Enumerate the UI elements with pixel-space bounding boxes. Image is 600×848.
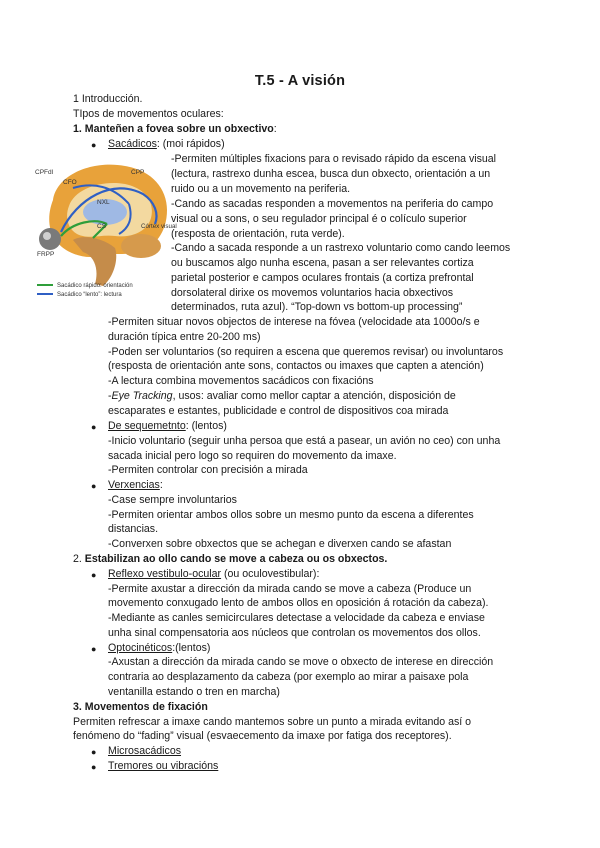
optocineticos-line: contraria ao desplazamento da cabeza (por exemplo ao mirar a paisaxe pola — [108, 671, 469, 683]
bullet-icon: ● — [91, 644, 97, 654]
page-title: T.5 - A visión — [254, 73, 346, 89]
brain-diagram-svg — [33, 148, 177, 306]
legend-green-label: Sacádico rápido: orientación — [57, 283, 133, 289]
sacadicos-line: (resposta de orientación ante sons, contactos ou imaxes que capten a atención) — [108, 360, 484, 372]
optocineticos-line: ventanilla estando o tren en marcha) — [108, 686, 280, 698]
intro-line: 1 Introducción. — [73, 93, 143, 105]
verxencias-line: -Case sempre involuntarios — [108, 494, 237, 506]
section-2-heading: 2. Estabilizan ao ollo cando se move a cabeza ou os obxectos. — [73, 553, 388, 565]
cerebellum-shape — [121, 234, 161, 258]
sacadicos-line: parietal posterior e campos oculares frontais (a cortiza prefrontal — [171, 272, 474, 284]
section-3-line: Permiten refrescar a imaxe cando mantemos sobre un punto a mirada evitando así o — [73, 716, 472, 728]
sacadicos-line: -Permiten múltiples fixacions para o revisado rápido da escena visual — [171, 153, 497, 165]
optocineticos-line: -Axustan a dirección da mirada cando se move o obxecto de interese en dirección — [108, 656, 494, 668]
eye-highlight — [43, 232, 51, 240]
brain-diagram — [33, 148, 177, 306]
sacadicos-line: (lectura, rastrexo dunha escea, busca dun obxecto, orientación a un — [171, 168, 491, 180]
verxencias-line: distancias. — [108, 523, 159, 535]
sacadicos-line: ou buscamos algo nunha escena, pasan a ser relevantes cortiza — [171, 257, 474, 269]
sacadicos-line: -Permiten situar novos objectos de interese na fóvea (velocidade ata 1000o/s e — [108, 316, 480, 328]
label-frpp: FRPP — [37, 251, 55, 258]
bullet-icon: ● — [91, 422, 97, 432]
label-nxl: NXL — [97, 199, 110, 206]
seguemento-line: -Inicio voluntario (seguir unha persoa que está a pasear, un avión no ceo) con unha — [108, 435, 501, 447]
vestibulo-line: movemento conxugado lento de ambos ollos en oposición á rotación da cabeza). — [108, 597, 489, 609]
verxencias-line: -Permiten orientar ambos ollos sobre un mesmo punto da escena a diferentes — [108, 509, 474, 521]
brainstem-shape — [73, 237, 116, 286]
sacadicos-line: determinados, ruta azul). “Top-down vs bottom-up processing” — [171, 301, 463, 313]
seguemento-label: De sequemetnto — [108, 420, 186, 432]
sacadicos-line: ruido ou a un movemento na periferia. — [171, 183, 351, 195]
eye-icon — [39, 228, 61, 250]
verxencias-heading: Verxencias: — [108, 479, 163, 491]
seguemento-heading: De sequemetnto: (lentos) — [108, 420, 227, 432]
bullet-icon: ● — [91, 570, 97, 580]
seguemento-line: sacada inicial pero logo so requiren do movemento da imaxe. — [108, 450, 397, 462]
section-3-line: fenómeno do “fading” visual (esvaecemento da imaxe por fatiga dos receptores). — [73, 730, 452, 742]
legend-blue-label: Sacádico “lento”: lectura — [57, 292, 122, 298]
sacadicos-line: -Cando a sacada responde a un rastrexo voluntario como cando leemos — [171, 242, 511, 254]
sacadicos-label: Sacádicos — [108, 138, 157, 150]
bullet-icon: ● — [91, 762, 97, 772]
sacadicos-heading: Sacádicos: (moi rápidos) — [108, 138, 225, 150]
bullet-icon: ● — [91, 481, 97, 491]
eye-tracking-line: -Eye Tracking, usos: avaliar como mellor captar a atención, disposición de — [108, 390, 456, 402]
sacadicos-line: visual ou a sons, o seu regulador principal é o colículo superior — [171, 213, 467, 225]
vestibulo-heading: Reflexo vestibulo-ocular (ou oculovestibular): — [108, 568, 320, 580]
vestibulo-line: unha sinal compensatoria aos núcleos que controlan os movementos dos ollos. — [108, 627, 481, 639]
seguemento-line: -Permiten controlar con precisión a mirada — [108, 464, 308, 476]
sacadicos-line: escaparates e estantes, publicidade e control de dispositivos coa mirada — [108, 405, 449, 417]
optocineticos-heading: Optocinéticos:(lentos) — [108, 642, 211, 654]
vestibulo-line: -Mediante as canles semicirculares detectase a velocidade da cabeza e enviase — [108, 612, 485, 624]
types-line: TIpos de movementos oculares: — [73, 108, 224, 120]
label-cortex-visual: Córtex visual — [141, 223, 177, 230]
verxencias-label: Verxencias — [108, 479, 160, 491]
list-item-tremores: Tremores ou vibracións — [108, 760, 219, 772]
vestibulo-line: -Permite axustar a dirección da mirada cando se move a cabeza (Produce un — [108, 583, 472, 595]
sacadicos-line: -Poden ser voluntarios (so requiren a escena que queremos revisar) ou involuntaros — [108, 346, 504, 358]
vestibulo-label: Reflexo vestibulo-ocular — [108, 568, 222, 580]
label-cpp: CPP — [131, 169, 145, 176]
sacadicos-line: -Cando as sacadas responden a movementos na periferia do campo — [171, 198, 494, 210]
label-cs: CS — [97, 223, 107, 230]
label-cpfdl: CPFdl — [35, 169, 54, 176]
bullet-icon: ● — [91, 747, 97, 757]
sacadicos-line: (resposta de orientación, ruta verde). — [171, 228, 345, 240]
verxencias-line: -Converxen sobre obxectos que se achegan e diverxen cando se afastan — [108, 538, 452, 550]
list-item-microsacadicos: Microsacádicos — [108, 745, 182, 757]
label-cfo: CFO — [63, 179, 77, 186]
sacadicos-line: duración típica entre 20-200 ms) — [108, 331, 261, 343]
section-1-heading: 1. Mantеñen a fovea sobre un obxectivo: — [73, 123, 277, 135]
optocineticos-label: Optocinéticos — [108, 642, 173, 654]
sacadicos-line: dorsolateral dirixe os movemos voluntarios hacia obxectivos — [171, 287, 454, 299]
sacadicos-line: -A lectura combina movementos sacádicos con fixacións — [108, 375, 374, 387]
section-3-heading: 3. Movementos de fixación — [73, 701, 208, 713]
bullet-icon: ● — [91, 140, 97, 150]
